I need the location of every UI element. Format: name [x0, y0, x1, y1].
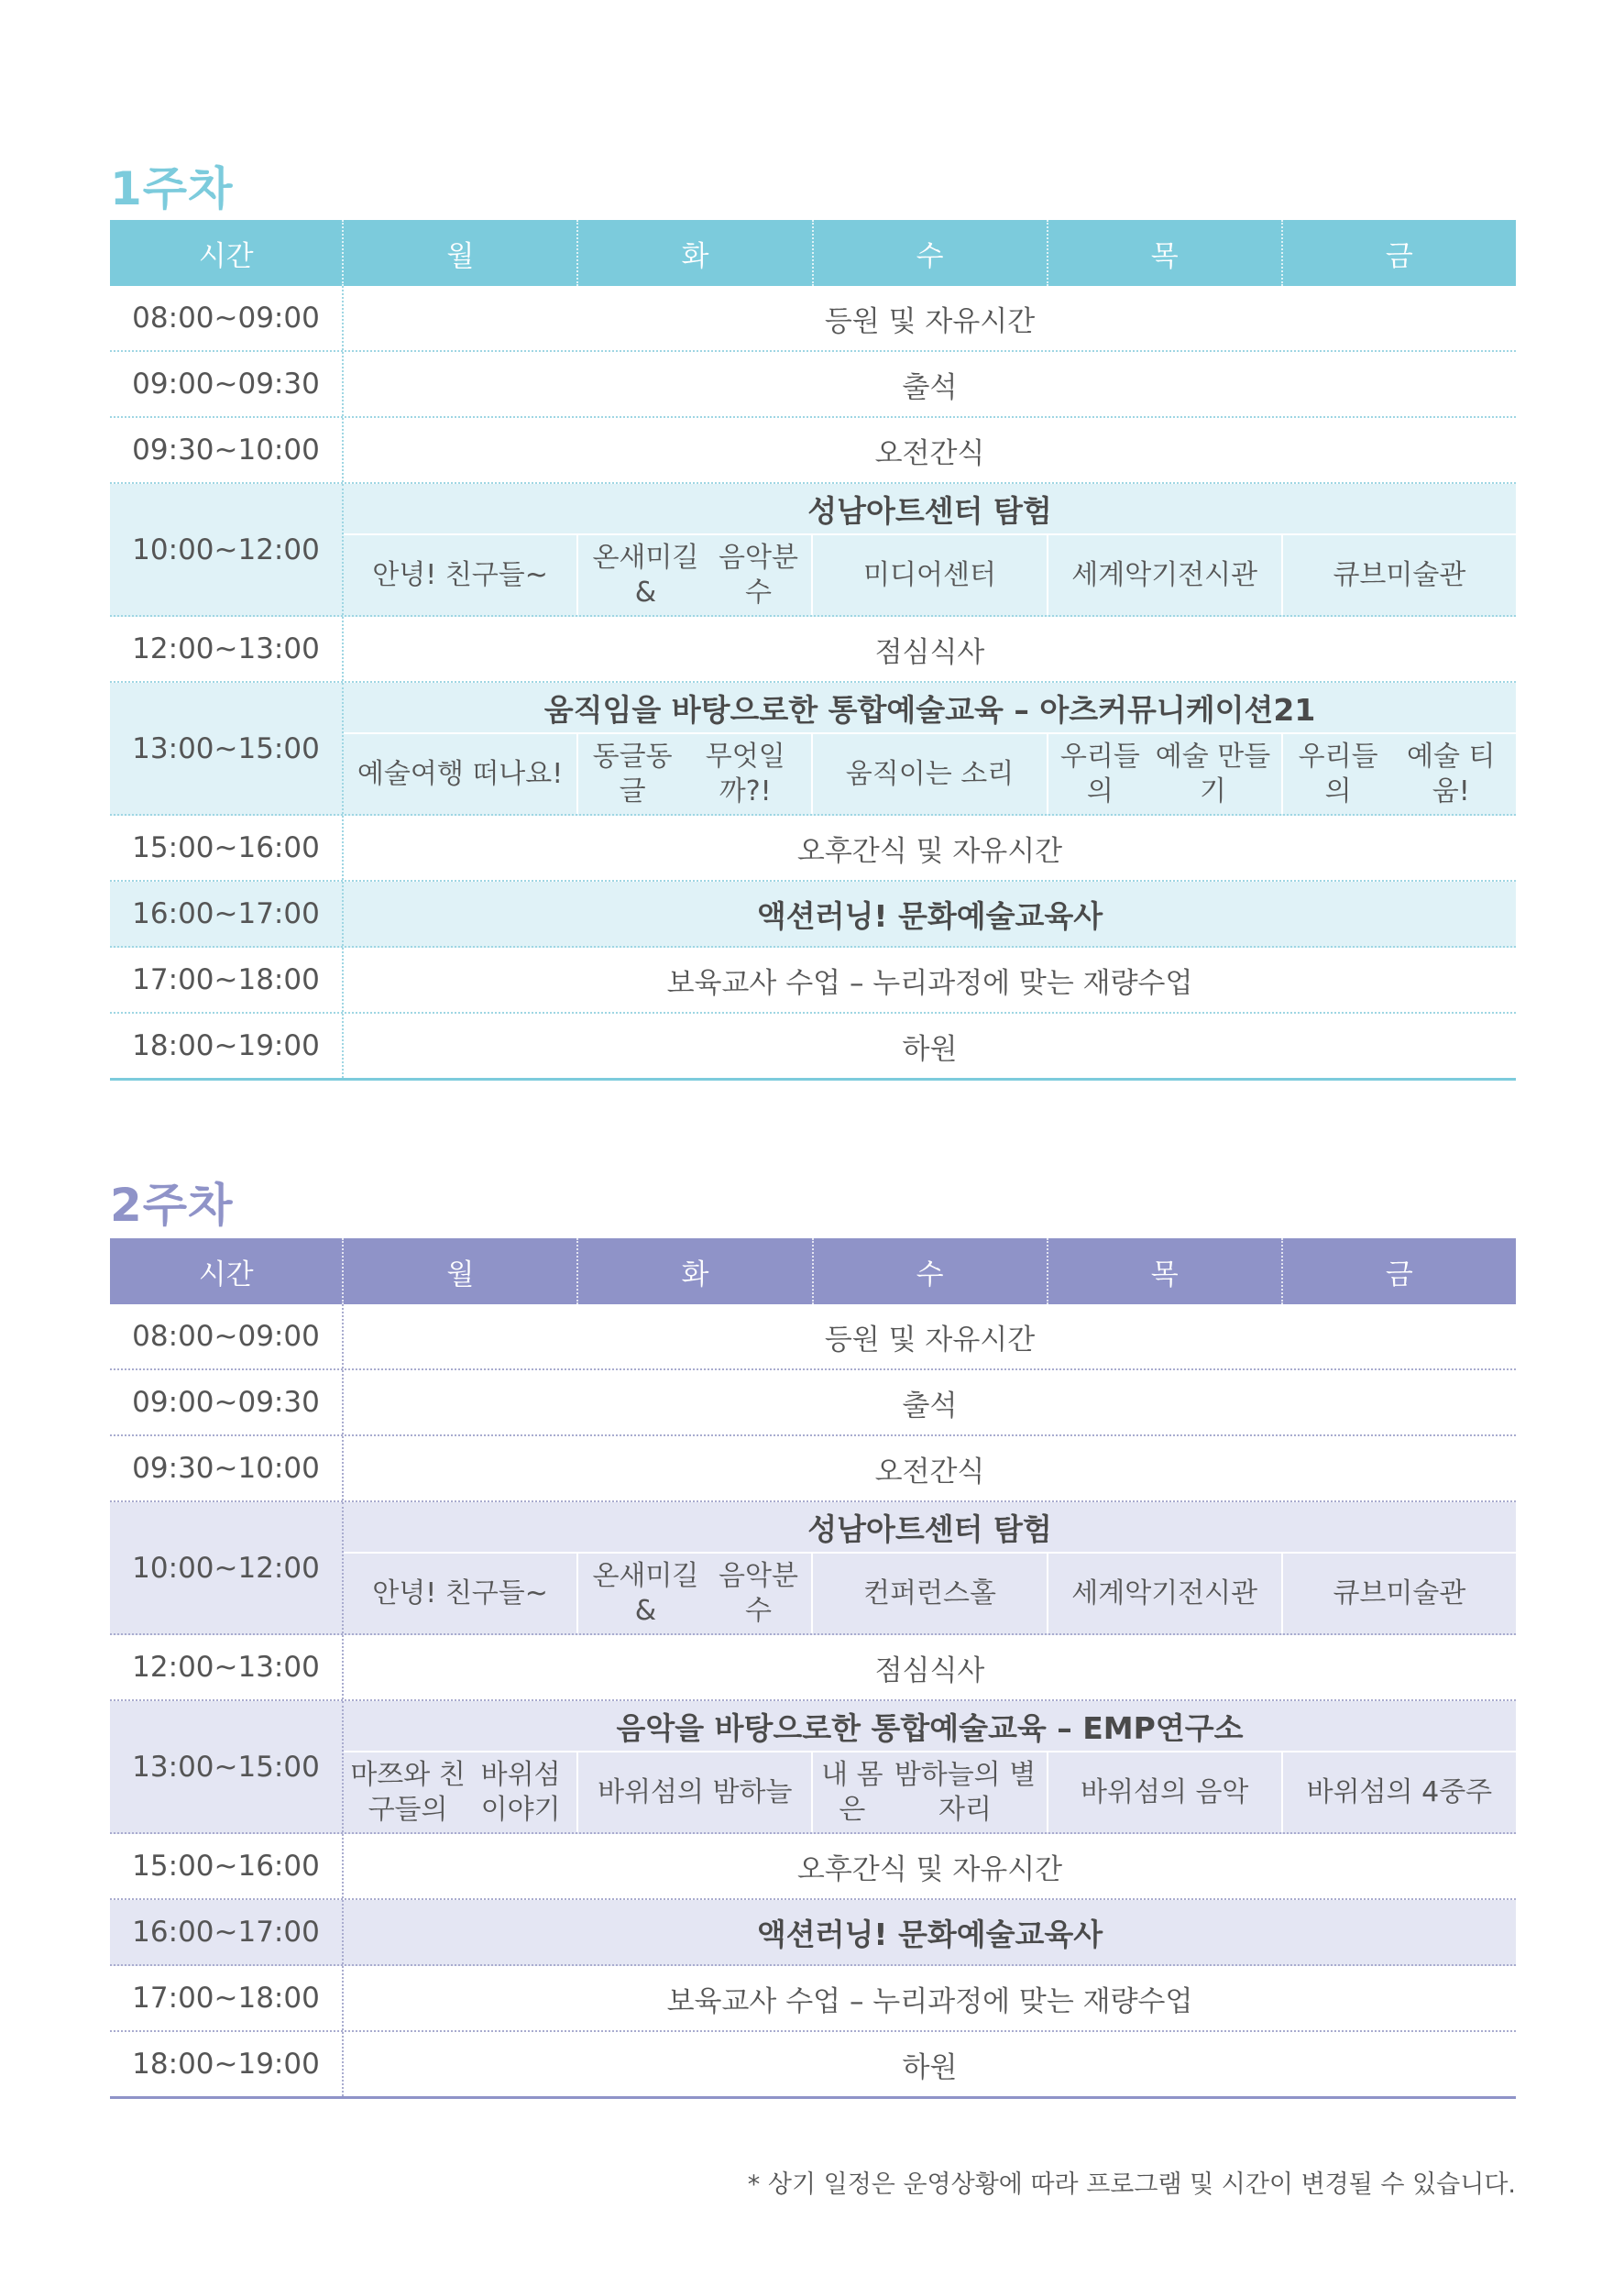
time-cell: 09:00~09:30	[110, 1370, 344, 1434]
schedule-row	[110, 352, 1516, 418]
session-line: 마쯔와 친구들의	[350, 1759, 466, 1826]
session-cell	[1047, 1554, 1281, 1633]
session-line: 예술 티움!	[1406, 741, 1496, 807]
schedule-row	[110, 2032, 1516, 2099]
time-cell: 15:00~16:00	[110, 1834, 344, 1898]
schedule-row	[110, 1834, 1516, 1900]
activity-cell: 오후간식 및 자유시간	[796, 834, 1063, 868]
activity-cell: 하원	[902, 2050, 958, 2084]
session-line: 동글동글	[592, 741, 673, 807]
schedule-row	[110, 882, 1516, 948]
session-line: 바위섬의 4중주	[1306, 1775, 1493, 1808]
schedule-row	[110, 1502, 1516, 1635]
session-line: 세계악기전시관	[1071, 1576, 1258, 1609]
week1-schedule-table	[110, 220, 1516, 1081]
time-cell: 16:00~17:00	[110, 1900, 344, 1964]
activity-cell: 액션러닝! 문화예술교육사	[756, 897, 1103, 934]
schedule-row	[110, 1900, 1516, 1966]
session-line: 우리들의	[1298, 741, 1378, 807]
session-line: 안녕! 친구들~	[372, 1576, 548, 1609]
time-cell: 15:00~16:00	[110, 816, 344, 880]
session-cell	[811, 535, 1046, 615]
daily-sessions	[344, 1554, 1516, 1633]
session-cell	[344, 734, 576, 814]
header-day: 화	[576, 220, 811, 286]
activity-cell: 오후간식 및 자유시간	[796, 1852, 1063, 1886]
header-day: 목	[1047, 220, 1281, 286]
program-block	[344, 484, 1516, 615]
activity-cell: 오전간식	[874, 436, 985, 470]
schedule-row	[110, 1701, 1516, 1834]
session-line: 안녕! 친구들~	[372, 558, 548, 591]
session-cell	[344, 535, 576, 615]
activity-cell: 점심식사	[874, 635, 985, 669]
time-cell: 12:00~13:00	[110, 617, 344, 681]
footnote: * 상기 일정은 운영상황에 따라 프로그램 및 시간이 변경될 수 있습니다.	[747, 2170, 1516, 2199]
session-line: 예술 만들기	[1155, 741, 1271, 807]
schedule-row	[110, 418, 1516, 484]
session-line: 내 몸은	[821, 1759, 883, 1826]
session-line: 온새미길 &	[592, 542, 699, 609]
program-heading: 성남아트센터 탐험	[344, 484, 1516, 535]
schedule-row	[110, 1304, 1516, 1370]
activity-cell: 등원 및 자유시간	[824, 304, 1036, 338]
session-cell	[811, 734, 1046, 814]
activity-cell: 액션러닝! 문화예술교육사	[756, 1916, 1103, 1952]
schedule-row	[110, 683, 1516, 816]
session-cell	[576, 1752, 811, 1832]
header-day: 화	[576, 1238, 811, 1304]
time-cell: 13:00~15:00	[110, 1701, 344, 1832]
activity-cell: 등원 및 자유시간	[824, 1323, 1036, 1357]
schedule-row	[110, 1966, 1516, 2032]
session-line: 바위섬의 음악	[1081, 1775, 1249, 1808]
week2-title: 2주차	[110, 1179, 234, 1232]
session-line: 온새미길 &	[592, 1560, 699, 1627]
session-cell	[1281, 1554, 1516, 1633]
header-day: 목	[1047, 1238, 1281, 1304]
session-cell	[576, 535, 811, 615]
session-line: 큐브미술관	[1333, 1576, 1466, 1609]
time-cell: 09:30~10:00	[110, 418, 344, 482]
header-day: 수	[812, 1238, 1047, 1304]
time-cell: 08:00~09:00	[110, 1304, 344, 1368]
time-cell: 13:00~15:00	[110, 683, 344, 814]
session-cell	[1281, 1752, 1516, 1832]
session-cell	[1281, 734, 1516, 814]
time-cell: 10:00~12:00	[110, 1502, 344, 1633]
week2-schedule-table	[110, 1238, 1516, 2099]
program-block	[344, 1502, 1516, 1633]
session-line: 바위섬 이야기	[480, 1759, 561, 1826]
activity-cell: 오전간식	[874, 1455, 985, 1489]
session-line: 미디어센터	[863, 558, 996, 591]
session-cell	[344, 1554, 576, 1633]
schedule-row	[110, 948, 1516, 1014]
schedule-row	[110, 617, 1516, 683]
time-cell: 17:00~18:00	[110, 1966, 344, 2030]
schedule-row	[110, 1436, 1516, 1502]
header-day: 금	[1281, 1238, 1516, 1304]
time-cell: 09:30~10:00	[110, 1436, 344, 1500]
header-day: 금	[1281, 220, 1516, 286]
session-cell	[344, 1752, 576, 1832]
session-cell	[1047, 1752, 1281, 1832]
session-line: 음악분수	[719, 542, 798, 609]
table-header	[110, 1238, 1516, 1304]
time-cell: 08:00~09:00	[110, 286, 344, 350]
time-cell: 17:00~18:00	[110, 948, 344, 1012]
session-line: 예술여행 떠나요!	[357, 757, 564, 790]
schedule-row	[110, 1014, 1516, 1081]
schedule-row	[110, 484, 1516, 617]
session-cell	[576, 1554, 811, 1633]
time-cell: 09:00~09:30	[110, 352, 344, 416]
program-block	[344, 683, 1516, 814]
session-line: 움직이는 소리	[845, 757, 1015, 790]
time-cell: 10:00~12:00	[110, 484, 344, 615]
header-time: 시간	[198, 1258, 254, 1291]
header-time: 시간	[198, 239, 254, 273]
table-header	[110, 220, 1516, 286]
daily-sessions	[344, 535, 1516, 615]
schedule-row	[110, 1370, 1516, 1436]
header-day: 월	[342, 220, 576, 286]
time-cell: 16:00~17:00	[110, 882, 344, 946]
session-line: 우리들의	[1059, 741, 1140, 807]
session-cell	[1047, 734, 1281, 814]
session-cell	[811, 1554, 1046, 1633]
header-day: 월	[342, 1238, 576, 1304]
session-cell	[1281, 535, 1516, 615]
session-line: 음악분수	[719, 1560, 798, 1627]
time-cell: 18:00~19:00	[110, 1014, 344, 1078]
activity-cell: 보육교사 수업 – 누리과정에 맞는 재량수업	[666, 1984, 1193, 2018]
activity-cell: 보육교사 수업 – 누리과정에 맞는 재량수업	[666, 966, 1193, 1000]
daily-sessions	[344, 734, 1516, 814]
session-cell	[576, 734, 811, 814]
program-block	[344, 1701, 1516, 1832]
schedule-row	[110, 1635, 1516, 1701]
session-line: 무엇일까?!	[705, 741, 785, 807]
activity-cell: 점심식사	[874, 1653, 985, 1687]
program-heading: 움직임을 바탕으로한 통합예술교육 – 아츠커뮤니케이션21	[344, 683, 1516, 734]
activity-cell: 출석	[902, 1389, 958, 1423]
program-heading: 음악을 바탕으로한 통합예술교육 – EMP연구소	[344, 1701, 1516, 1752]
session-line: 세계악기전시관	[1071, 558, 1258, 591]
daily-sessions	[344, 1752, 1516, 1832]
week1-title: 1주차	[110, 162, 234, 215]
session-line: 큐브미술관	[1333, 558, 1466, 591]
session-line: 컨퍼런스홀	[863, 1576, 996, 1609]
activity-cell: 하원	[902, 1032, 958, 1066]
session-cell	[1047, 535, 1281, 615]
activity-cell: 출석	[902, 370, 958, 404]
schedule-row	[110, 816, 1516, 882]
time-cell: 18:00~19:00	[110, 2032, 344, 2096]
time-cell: 12:00~13:00	[110, 1635, 344, 1699]
session-line: 바위섬의 밤하늘	[598, 1775, 793, 1808]
program-heading: 성남아트센터 탐험	[344, 1502, 1516, 1554]
header-day: 수	[812, 220, 1047, 286]
session-line: 밤하늘의 별자리	[894, 1759, 1037, 1826]
session-cell	[811, 1752, 1046, 1832]
schedule-row	[110, 286, 1516, 352]
